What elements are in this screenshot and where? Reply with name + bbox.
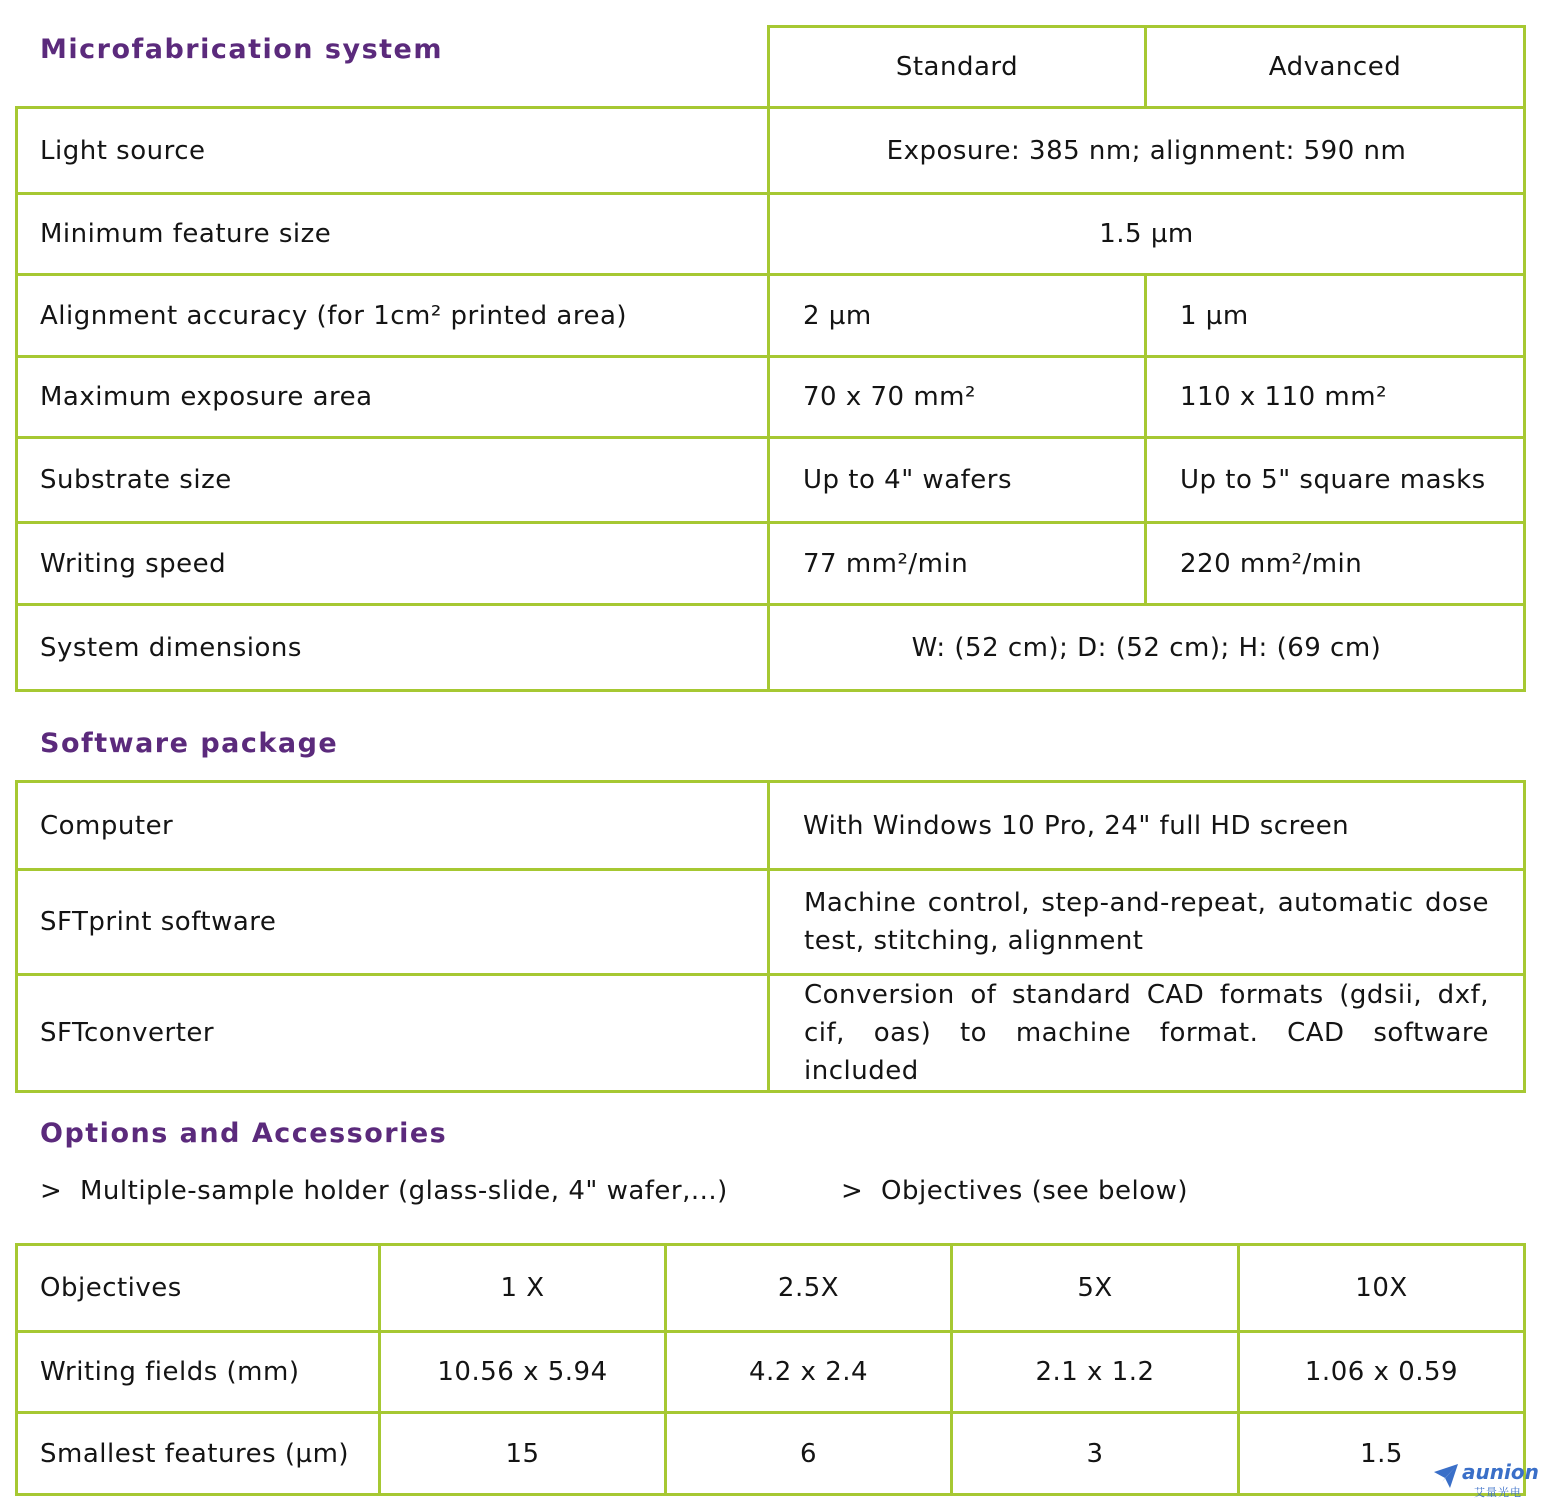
bullet-chevron: > — [40, 1176, 63, 1206]
row-label: Alignment accuracy (for 1cm² printed area) — [17, 275, 769, 357]
table-cell: 2.1 x 1.2 — [952, 1332, 1239, 1413]
table-cell: 4.2 x 2.4 — [666, 1332, 952, 1413]
objectives-header-row — [17, 1245, 1525, 1332]
objective-header-cell: 1 X — [380, 1245, 666, 1332]
table-row — [17, 1332, 1525, 1413]
row-label: Writing speed — [17, 523, 769, 605]
table-row — [17, 1413, 1525, 1495]
list-item-text: Multiple-sample holder (glass-slide, 4" wafer,...) — [80, 1176, 728, 1206]
table-row — [17, 108, 1525, 194]
list-item — [40, 1176, 728, 1206]
logo-text: aunion — [1462, 1460, 1539, 1484]
row-label: SFTconverter — [17, 975, 769, 1092]
system-dimensions-value: W: (52 cm); D: (52 cm); H: (69 cm) — [769, 605, 1525, 691]
software-heading: Software package — [40, 728, 339, 759]
standard-value: 70 x 70 mm² — [769, 357, 1146, 438]
table-cell: 1.06 x 0.59 — [1239, 1332, 1525, 1413]
objective-header-cell: 5X — [952, 1245, 1239, 1332]
min-feature-value: 1.5 µm — [769, 194, 1525, 275]
standard-value: 77 mm²/min — [769, 523, 1146, 605]
row-label: Computer — [17, 782, 769, 870]
table-row — [17, 194, 1525, 275]
row-label: System dimensions — [17, 605, 769, 691]
row-label: Minimum feature size — [17, 194, 769, 275]
table-cell: 6 — [666, 1413, 952, 1495]
table-row — [17, 782, 1525, 870]
objective-header-cell: 2.5X — [666, 1245, 952, 1332]
row-label: Objectives — [17, 1245, 380, 1332]
row-label: Maximum exposure area — [17, 357, 769, 438]
advanced-value: 220 mm²/min — [1146, 523, 1525, 605]
microfab-heading: Microfabrication system — [40, 34, 444, 65]
microfab-header-row — [17, 27, 1525, 108]
bullet-chevron: > — [841, 1176, 864, 1206]
standard-value: 2 µm — [769, 275, 1146, 357]
logo-subtext: 艾量光电 — [1474, 1486, 1522, 1499]
advanced-value: 1 µm — [1146, 275, 1525, 357]
computer-value: With Windows 10 Pro, 24" full HD screen — [769, 782, 1525, 870]
table-row — [17, 275, 1525, 357]
advanced-value: 110 x 110 mm² — [1146, 357, 1525, 438]
table-row — [17, 870, 1525, 975]
table-row — [17, 975, 1525, 1092]
table-cell: 10.56 x 5.94 — [380, 1332, 666, 1413]
table-cell: 3 — [952, 1413, 1239, 1495]
standard-value: Up to 4" wafers — [769, 438, 1146, 523]
list-item — [841, 1176, 1188, 1206]
software-table — [15, 780, 1526, 1093]
row-label: SFTprint software — [17, 870, 769, 975]
light-source-value: Exposure: 385 nm; alignment: 590 nm — [769, 108, 1525, 194]
objectives-table — [15, 1243, 1526, 1496]
table-row — [17, 357, 1525, 438]
table-cell: 1.5 — [1239, 1413, 1525, 1495]
table-cell: 15 — [380, 1413, 666, 1495]
list-item-text: Objectives (see below) — [881, 1176, 1189, 1206]
row-label: Smallest features (µm) — [17, 1413, 380, 1495]
row-label: Light source — [17, 108, 769, 194]
paper-plane-icon — [1432, 1462, 1460, 1490]
row-label: Writing fields (mm) — [17, 1332, 380, 1413]
advanced-value: Up to 5" square masks — [1146, 438, 1525, 523]
column-header-standard: Standard — [769, 27, 1146, 108]
blank-corner-cell — [17, 27, 769, 108]
table-row — [17, 438, 1525, 523]
column-header-advanced: Advanced — [1146, 27, 1525, 108]
objective-header-cell: 10X — [1239, 1245, 1525, 1332]
sftprint-value: Machine control, step-and-repeat, automatic dose test, stitching, alignment — [769, 870, 1525, 975]
microfab-table — [15, 25, 1526, 692]
table-row — [17, 605, 1525, 691]
options-heading: Options and Accessories — [40, 1118, 448, 1149]
aunion-logo — [1432, 1460, 1537, 1500]
row-label: Substrate size — [17, 438, 769, 523]
sftconverter-value: Conversion of standard CAD formats (gdsii, dxf, cif, oas) to machine format. CAD software included — [769, 975, 1525, 1092]
table-row — [17, 523, 1525, 605]
